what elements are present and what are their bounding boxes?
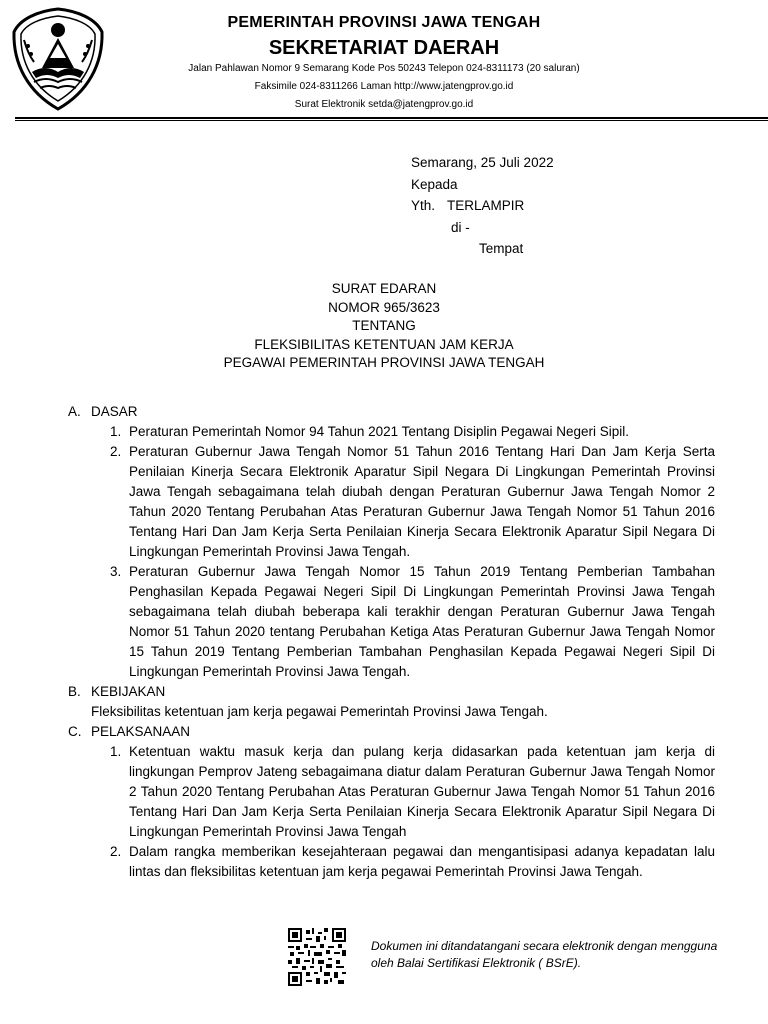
list-item (0, 742, 768, 842)
title-line-1: SURAT EDARAN (331, 281, 437, 296)
section-title: KEBIJAKAN (91, 684, 166, 699)
section-title: DASAR (91, 404, 138, 419)
list-item (0, 842, 768, 882)
list-item (0, 442, 768, 562)
item-text: Peraturan Gubernur Jawa Tengah Nomor 51 Tahun 2016 Tentang Hari Dan Jam Kerja Serta Penilaian Kinerja Secara Elektronik Aparatur Sipil Negara Di Lingkungan Pemerintah Provinsi Jawa Tengah sebagaimana telah diubah dengan Peraturan Gubernur Jawa Tengah Nomor 2 Tahun 2020 Tentang Perubahan Atas Peraturan Gubernur Jawa Tengah Nomor 51 Tahun 2016 Tentang Hari Dan Jam Kerja Serta Penilaian Kinerja Secara Elektronik Aparatur Sipil Negara Di Lingkungan Pemerintah Provinsi Jawa Tengah. (129, 444, 715, 559)
item-number: 1. (110, 744, 122, 759)
list-item (0, 422, 768, 442)
place-date: Semarang, 25 Juli 2022 (411, 155, 554, 170)
letterhead (100, 10, 668, 114)
signature-text (371, 938, 717, 972)
yth-label: Yth. (411, 198, 436, 213)
header-divider (15, 117, 768, 119)
email-line: Surat Elektronik setda@jatengprov.go.id (294, 99, 474, 110)
title-line-3: TENTANG (352, 318, 416, 333)
electronic-signature-notice (288, 924, 768, 980)
header-divider-thin (15, 120, 768, 121)
title-line-4: FLEKSIBILITAS KETENTUAN JAM KERJA (254, 336, 514, 352)
section-c-heading (0, 722, 768, 742)
kepada-label: Kepada (411, 176, 458, 192)
title-line-2: NOMOR 965/3623 (328, 299, 440, 315)
section-label: A. (68, 404, 81, 419)
coat-of-arms-icon (10, 6, 106, 112)
recipient-name: TERLAMPIR (447, 198, 525, 213)
item-number: 2. (110, 444, 122, 459)
document-title (0, 280, 768, 373)
government-name: PEMERINTAH PROVINSI JAWA TENGAH (227, 14, 541, 31)
address-line: Jalan Pahlawan Nomor 9 Semarang Kode Pos 50243 Telepon 024-8311173 (20 saluran) (188, 63, 580, 74)
item-text: Dalam rangka memberikan kesejahteraan pegawai dan mengantisipasi adanya kepadatan lalu lintas dan fleksibilitas ketentuan jam kerja pegawai Pemerintah Provinsi Jawa Tengah. (129, 844, 715, 879)
qr-code-icon (288, 928, 346, 986)
office-name: SEKRETARIAT DAERAH (268, 37, 500, 59)
section-title: PELAKSANAAN (91, 724, 191, 739)
signature-line-2: oleh Balai Sertifikasi Elektronik ( BSrE). (371, 956, 582, 970)
section-b-heading (0, 682, 768, 702)
policy-text: Fleksibilitas ketentuan jam kerja pegawai Pemerintah Provinsi Jawa Tengah. (91, 704, 548, 719)
place-label: Tempat (479, 241, 524, 256)
fax-web-line: Faksimile 024-8311266 Laman http://www.jatengprov.go.id (254, 81, 514, 92)
item-text: Peraturan Gubernur Jawa Tengah Nomor 15 Tahun 2019 Tentang Pemberian Tambahan Penghasilan Kepada Pegawai Negeri Sipil Di Lingkungan Pemerintah Provinsi Jawa Tengah sebagaimana telah diubah beberapa kali terakhir dengan Peraturan Gubernur Jawa Tengah Nomor 51 Tahun 2020 tentang Perubahan Ketiga Atas Peraturan Gubernur Jawa Tengah Nomor 15 Tahun 2019 Tentang Pemberian Tambahan Penghasilan Kepada Pegawai Negeri Sipil Di Lingkungan Pemerintah Provinsi Jawa Tengah. (129, 564, 715, 679)
di-label: di - (451, 219, 470, 235)
item-number: 2. (110, 844, 122, 859)
title-line-5: PEGAWAI PEMERINTAH PROVINSI JAWA TENGAH (223, 355, 545, 370)
item-text: Ketentuan waktu masuk kerja dan pulang kerja didasarkan pada ketentuan jam kerja di lingkungan Pemprov Jateng sebagaimana diatur dalam Peraturan Gubernur Jawa Tengah Nomor 2 Tahun 2020 Tentang Perubahan Atas Peraturan Gubernur Jawa Tengah Nomor 51 Tahun 2016 Tentang Hari Dan Jam Kerja Serta Penilaian Kinerja Secara Elektronik Aparatur Sipil Negara Di Lingkungan Pemerintah Provinsi Jawa Tengah (129, 744, 715, 839)
signature-line-1: Dokumen ini ditandatangani secara elektronik dengan mengguna (371, 939, 718, 953)
section-label: C. (68, 724, 82, 739)
recipient-block (411, 152, 554, 260)
section-a-heading (0, 402, 768, 422)
letter-body (0, 402, 768, 882)
item-text: Peraturan Pemerintah Nomor 94 Tahun 2021 Tentang Disiplin Pegawai Negeri Sipil. (129, 424, 630, 439)
item-number: 3. (110, 564, 122, 579)
item-number: 1. (110, 424, 122, 439)
section-label: B. (68, 684, 81, 699)
list-item (0, 562, 768, 682)
